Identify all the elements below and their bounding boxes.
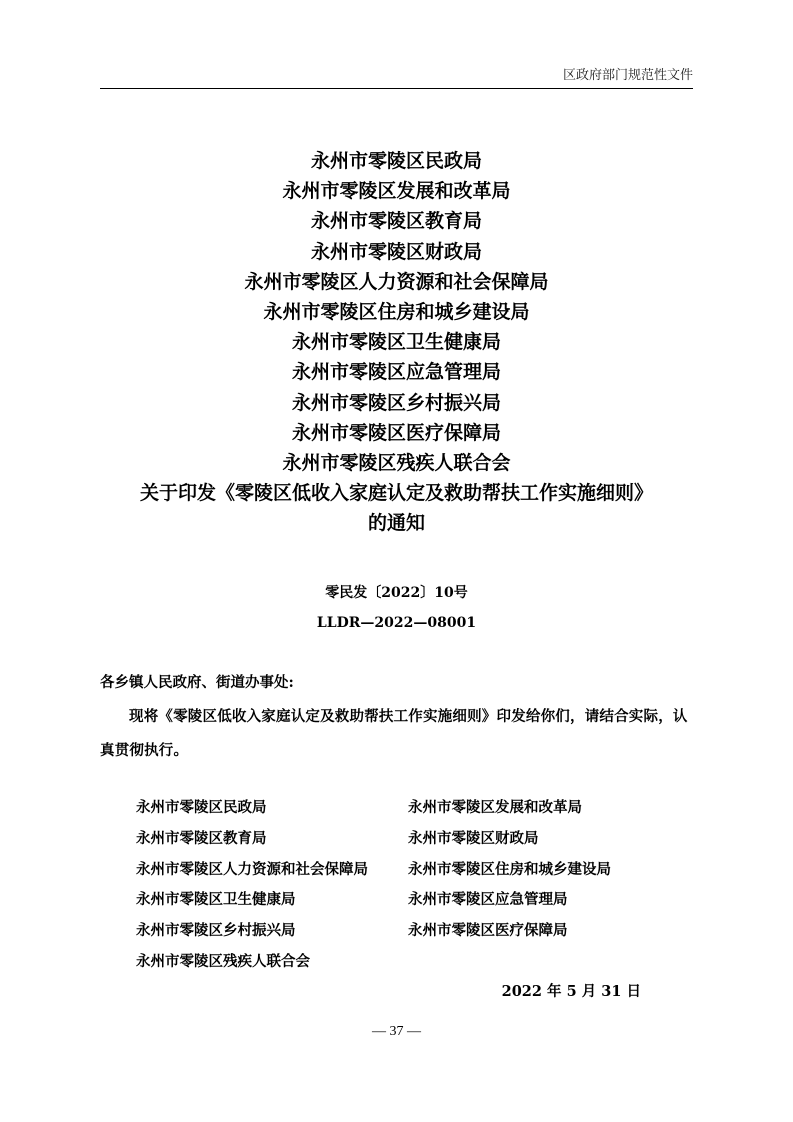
title-issuer-line: 永州市零陵区卫生健康局: [291, 331, 501, 354]
registry-number: LLDR—2022—08001: [316, 615, 477, 631]
header-divider: [100, 88, 693, 89]
signatory: 永州市零陵区财政局: [408, 829, 539, 847]
signatory: 永州市零陵区乡村振兴局: [136, 922, 296, 940]
document-number-block: [0, 578, 793, 638]
title-issuer-line: 永州市零陵区医疗保障局: [291, 421, 501, 444]
salutation: 各乡镇人民政府、街道办事处:: [100, 674, 294, 691]
title-issuer-line: 永州市零陵区人力资源和社会保障局: [244, 270, 549, 293]
document-category-label: 区政府部门规范性文件: [562, 68, 693, 83]
signatory: 永州市零陵区残疾人联合会: [136, 952, 310, 970]
title-issuer-line: 永州市零陵区发展和改革局: [282, 180, 511, 203]
issue-date: 2022 年 5 月 31 日: [501, 983, 641, 1000]
title-subject-line: 关于印发《零陵区低收入家庭认定及救助帮扶工作实施细则》: [139, 482, 653, 505]
document-body: [100, 666, 693, 768]
signatory: 永州市零陵区医疗保障局: [408, 922, 568, 940]
title-issuer-line: 永州市零陵区民政局: [310, 150, 482, 172]
document-title: [0, 146, 793, 538]
signatory: 永州市零陵区应急管理局: [408, 891, 568, 909]
signatory: 永州市零陵区人力资源和社会保障局: [136, 860, 368, 878]
title-subject-line: 的通知: [367, 512, 425, 535]
title-issuer-line: 永州市零陵区乡村振兴局: [291, 391, 501, 414]
signatory: 永州市零陵区住房和城乡建设局: [408, 860, 611, 878]
title-issuer-line: 永州市零陵区残疾人联合会: [282, 451, 511, 474]
signatory: 永州市零陵区发展和改革局: [408, 799, 582, 816]
title-issuer-line: 永州市零陵区财政局: [310, 240, 482, 263]
title-issuer-line: 永州市零陵区教育局: [310, 210, 482, 233]
body-paragraph: 现将《零陵区低收入家庭认定及救助帮扶工作实施细则》印发给你们，请结合实际，认真贯彻执行。: [100, 708, 688, 759]
issue-number: 零民发〔2022〕10号: [325, 585, 468, 601]
title-issuer-line: 永州市零陵区应急管理局: [291, 361, 501, 384]
signatory-list: [136, 793, 696, 978]
signatory: 永州市零陵区卫生健康局: [136, 891, 296, 909]
page-number: — 37 —: [372, 1024, 421, 1039]
signatory: 永州市零陵区教育局: [136, 829, 267, 847]
signatory: 永州市零陵区民政局: [136, 799, 267, 816]
title-issuer-line: 永州市零陵区住房和城乡建设局: [263, 300, 530, 323]
